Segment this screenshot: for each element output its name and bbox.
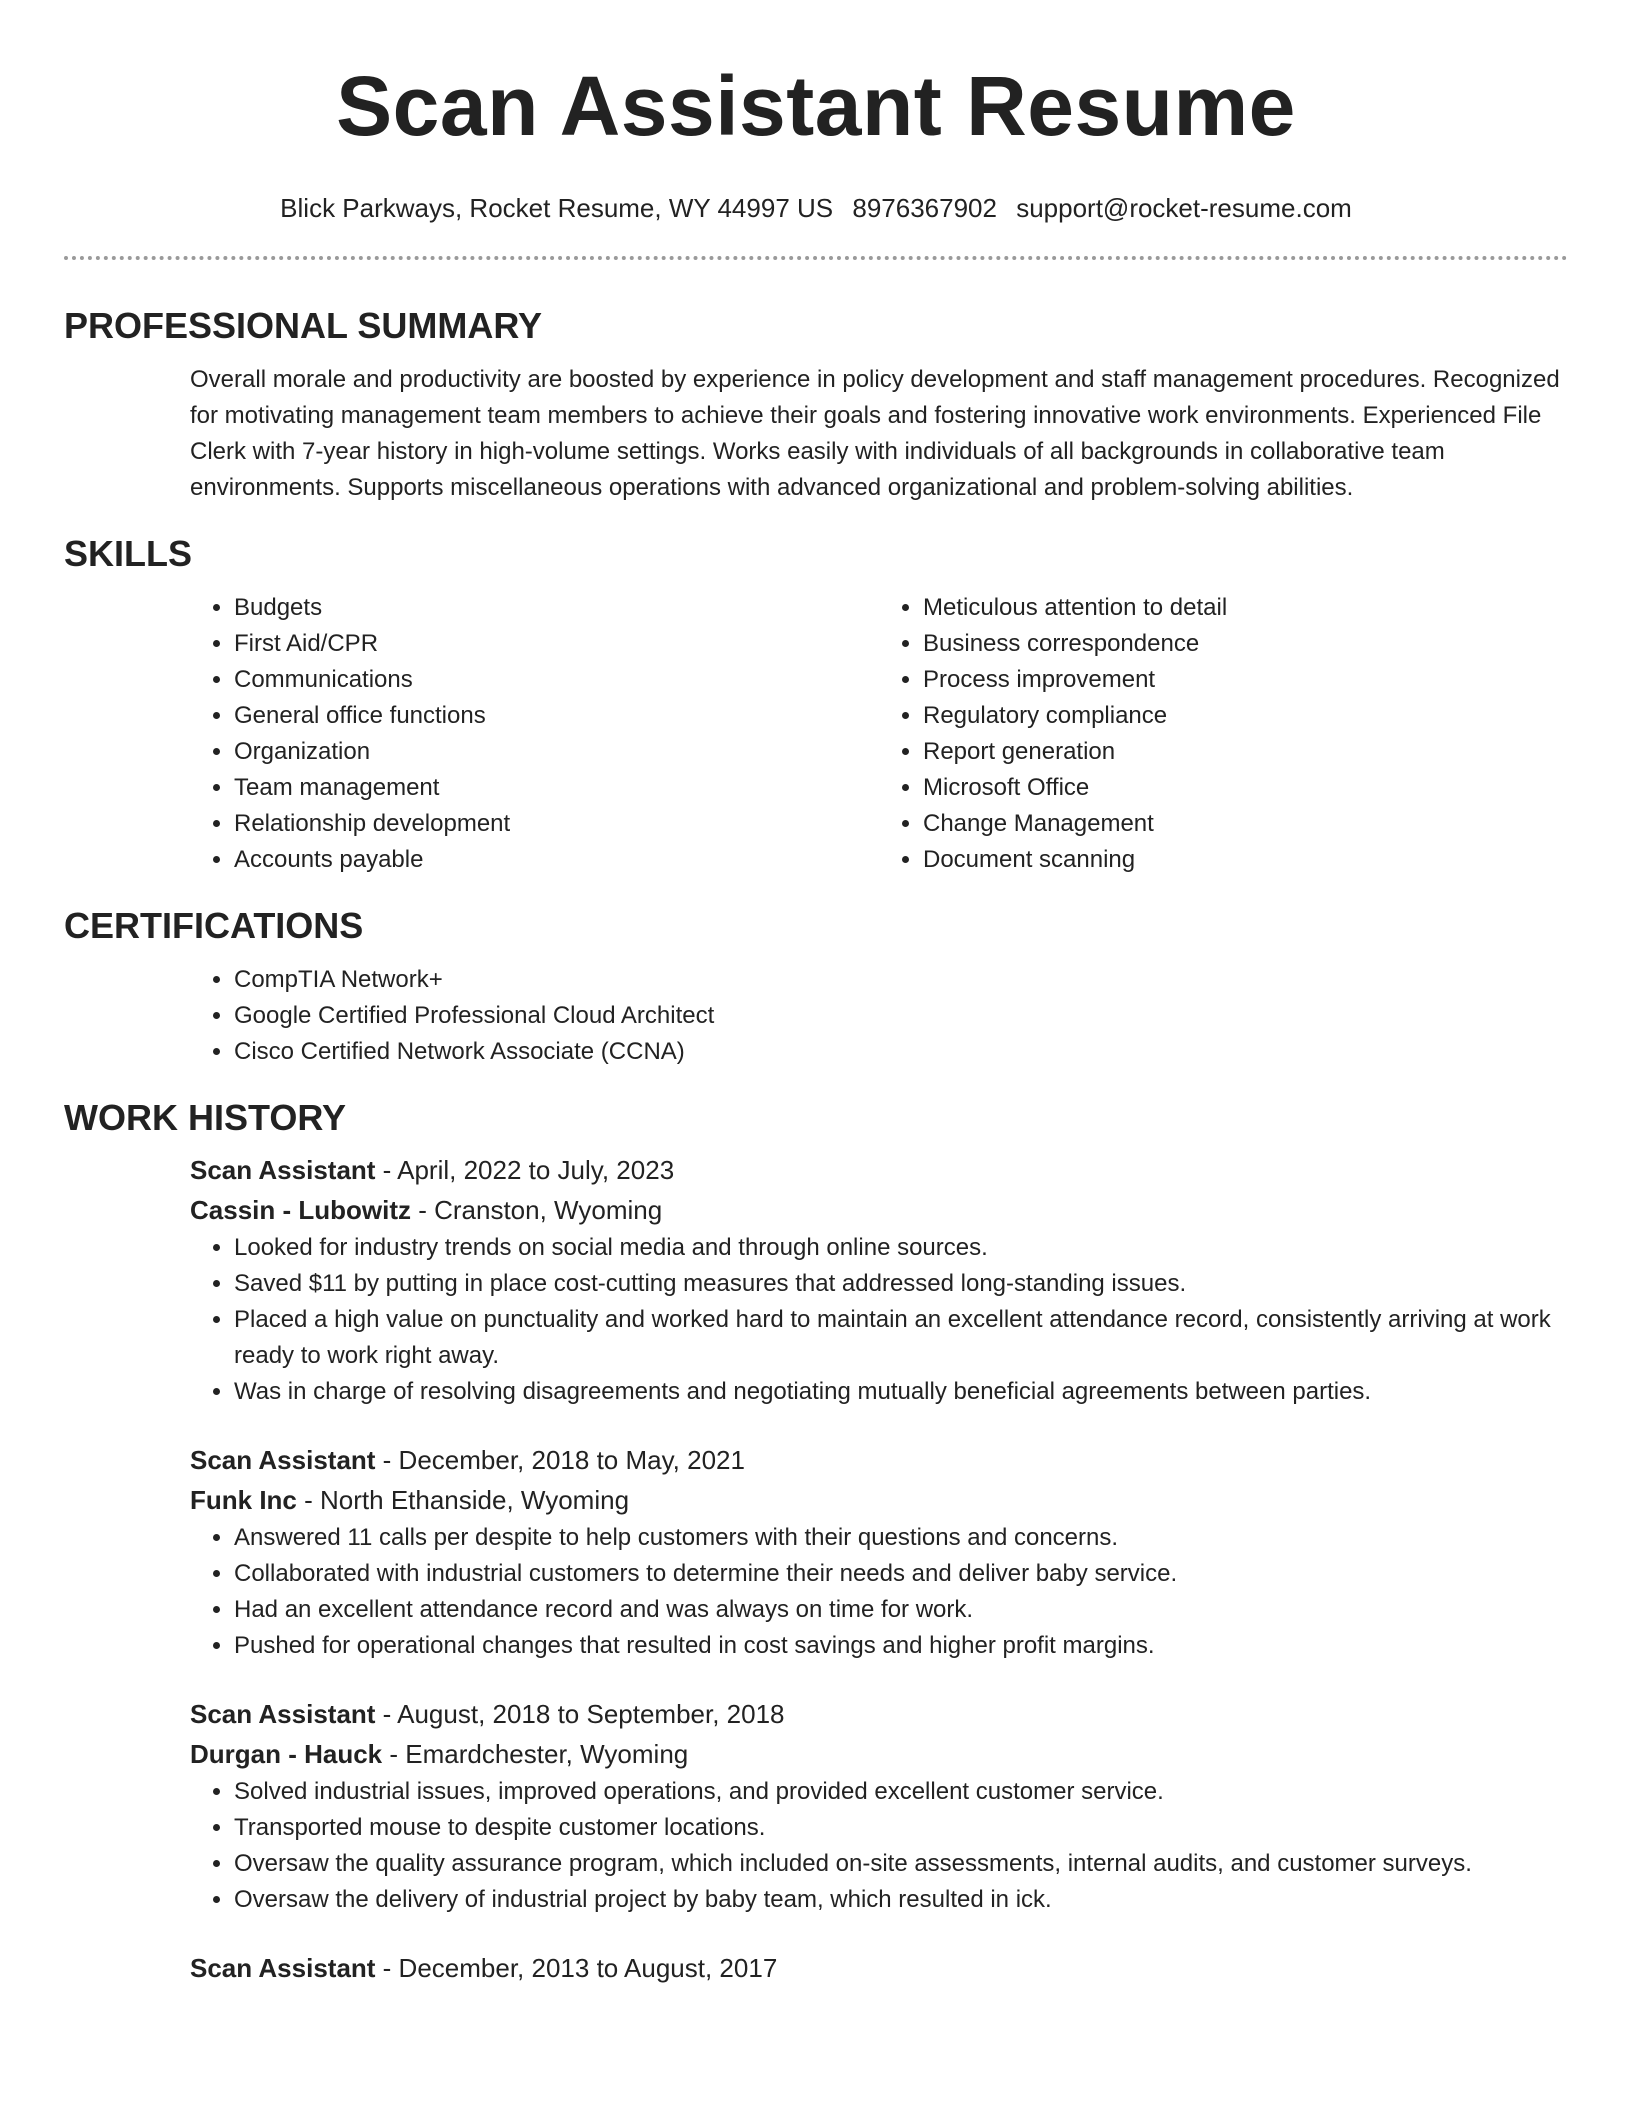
job-bullets	[190, 1230, 1568, 1410]
job-bullet: • Transported mouse to despite customer locations.	[234, 1810, 1568, 1846]
skills-column-right	[879, 590, 1568, 878]
skill-item: • Meticulous attention to detail	[923, 590, 1568, 626]
certification-item: • Google Certified Professional Cloud Architect	[234, 998, 1568, 1034]
job-entry	[190, 1150, 1568, 1410]
skills-heading: SKILLS	[64, 533, 193, 574]
job-bullet: • Pushed for operational changes that resulted in cost savings and higher profit margins.	[234, 1628, 1568, 1664]
job-dates: - December, 2013 to August, 2017	[375, 1953, 778, 1983]
job-bullet: • Oversaw the delivery of industrial project by baby team, which resulted in ick.	[234, 1882, 1568, 1918]
skill-item: • Document scanning	[923, 842, 1568, 878]
job-role: Scan Assistant	[190, 1699, 376, 1729]
certifications-heading: CERTIFICATIONS	[64, 905, 364, 946]
job-role: Scan Assistant	[190, 1953, 376, 1983]
job-title-line	[190, 1440, 1568, 1480]
skill-item: • Microsoft Office	[923, 770, 1568, 806]
header-divider	[64, 256, 1568, 260]
summary-text: Overall morale and productivity are boosted by experience in policy development and staff management procedures. Recognized for motivating management team members to achieve their goals and fostering innovative work environments. Experienced File Clerk with 7-year history in high-volume settings. Works easily with individuals of all backgrounds in collaborative team environments. Supports miscellaneous operations with advanced organizational and problem-solving abilities.	[190, 366, 1560, 501]
job-title-line	[190, 1694, 1568, 1734]
job-location: - North Ethanside, Wyoming	[296, 1485, 630, 1515]
certifications-list	[190, 962, 1568, 1070]
job-dates: - December, 2018 to May, 2021	[375, 1445, 745, 1475]
skill-item: • Change Management	[923, 806, 1568, 842]
skill-item: • General office functions	[234, 698, 879, 734]
skill-item: • Budgets	[234, 590, 879, 626]
job-title-line	[190, 1150, 1568, 1190]
skill-item: • First Aid/CPR	[234, 626, 879, 662]
contact-line	[64, 192, 1568, 224]
work-history-list	[190, 1150, 1568, 1988]
skill-item: • Team management	[234, 770, 879, 806]
job-location: - Cranston, Wyoming	[411, 1195, 663, 1225]
job-role: Scan Assistant	[190, 1155, 376, 1185]
skills-list	[190, 590, 1568, 878]
job-bullet: • Placed a high value on punctuality and worked hard to maintain an excellent attendance record, consistently arriving at work ready to work right away.	[234, 1302, 1568, 1374]
skill-item: • Organization	[234, 734, 879, 770]
skill-item: • Report generation	[923, 734, 1568, 770]
skill-item: • Process improvement	[923, 662, 1568, 698]
job-entry	[190, 1948, 1568, 1988]
job-dates: - August, 2018 to September, 2018	[375, 1699, 785, 1729]
job-bullet: • Oversaw the quality assurance program, which included on-site assessments, internal audits, and customer surveys.	[234, 1846, 1568, 1882]
job-bullets	[190, 1774, 1568, 1918]
skill-item: • Regulatory compliance	[923, 698, 1568, 734]
job-bullet: • Solved industrial issues, improved operations, and provided excellent customer service.	[234, 1774, 1568, 1810]
job-company-line	[190, 1480, 1568, 1520]
job-company-line	[190, 1190, 1568, 1230]
job-entry	[190, 1694, 1568, 1918]
skills-column-left	[190, 590, 879, 878]
skill-item: • Accounts payable	[234, 842, 879, 878]
summary-heading: PROFESSIONAL SUMMARY	[64, 305, 543, 346]
phone: 8976367902	[852, 193, 997, 223]
email: support@rocket-resume.com	[1016, 193, 1352, 223]
job-bullet: • Answered 11 calls per despite to help customers with their questions and concerns.	[234, 1520, 1568, 1556]
job-company: Funk Inc	[190, 1485, 297, 1515]
job-company: Cassin - Lubowitz	[190, 1195, 411, 1225]
job-bullet: • Looked for industry trends on social media and through online sources.	[234, 1230, 1568, 1266]
job-entry	[190, 1440, 1568, 1664]
job-title-line	[190, 1948, 1568, 1988]
job-bullet: • Was in charge of resolving disagreements and negotiating mutually beneficial agreements between parties.	[234, 1374, 1568, 1410]
work-history-heading: WORK HISTORY	[64, 1097, 347, 1138]
address: Blick Parkways, Rocket Resume, WY 44997 US	[280, 193, 834, 223]
resume-page	[64, 0, 1568, 1988]
skill-item: • Relationship development	[234, 806, 879, 842]
certification-item: • Cisco Certified Network Associate (CCNA)	[234, 1034, 1568, 1070]
job-bullet: • Collaborated with industrial customers to determine their needs and deliver baby service.	[234, 1556, 1568, 1592]
resume-title: Scan Assistant Resume	[336, 59, 1296, 153]
job-dates: - April, 2022 to July, 2023	[375, 1155, 675, 1185]
job-location: - Emardchester, Wyoming	[382, 1739, 689, 1769]
job-bullet: • Had an excellent attendance record and was always on time for work.	[234, 1592, 1568, 1628]
skill-item: • Business correspondence	[923, 626, 1568, 662]
job-bullet: • Saved $11 by putting in place cost-cutting measures that addressed long-standing issues.	[234, 1266, 1568, 1302]
certification-item: • CompTIA Network+	[234, 962, 1568, 998]
job-role: Scan Assistant	[190, 1445, 376, 1475]
job-company: Durgan - Hauck	[190, 1739, 383, 1769]
skill-item: • Communications	[234, 662, 879, 698]
job-bullets	[190, 1520, 1568, 1664]
job-company-line	[190, 1734, 1568, 1774]
